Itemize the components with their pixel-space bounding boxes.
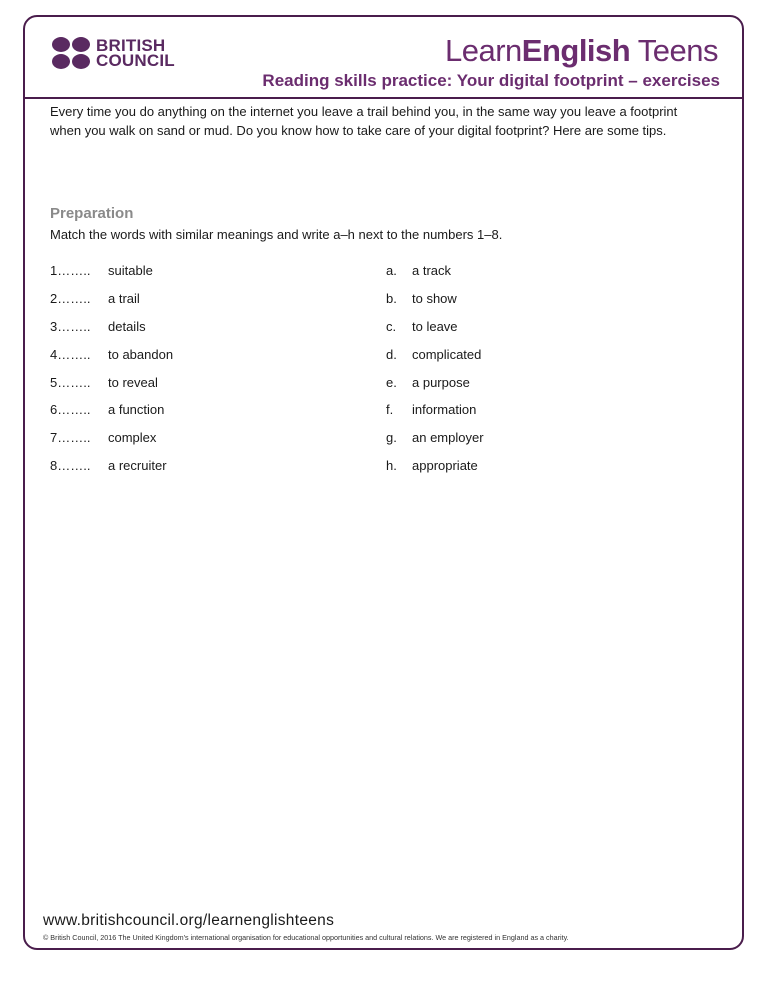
word: a purpose bbox=[412, 374, 470, 390]
list-item bbox=[386, 291, 484, 319]
list-item bbox=[50, 458, 173, 486]
word: to abandon bbox=[108, 346, 174, 362]
list-item bbox=[50, 430, 173, 458]
answer-blank[interactable]: 1…….. bbox=[50, 263, 91, 278]
lettered-words-list bbox=[386, 263, 484, 486]
option-letter: b. bbox=[386, 290, 397, 306]
list-item bbox=[50, 402, 173, 430]
word: a trail bbox=[108, 290, 140, 306]
footer-url-link[interactable]: www.britishcouncil.org/learnenglishteens bbox=[43, 912, 335, 929]
list-item bbox=[50, 263, 173, 291]
section-heading: Preparation bbox=[50, 205, 134, 222]
word: complicated bbox=[412, 346, 482, 362]
list-item bbox=[386, 347, 484, 375]
answer-blank[interactable]: 2…….. bbox=[50, 290, 91, 306]
word: details bbox=[108, 318, 146, 334]
list-item bbox=[50, 291, 173, 319]
option-letter: f. bbox=[386, 402, 394, 418]
word: appropriate bbox=[412, 458, 478, 474]
option-letter: a. bbox=[386, 263, 397, 278]
word: to show bbox=[412, 290, 457, 306]
list-item bbox=[50, 319, 173, 347]
option-letter: e. bbox=[386, 374, 397, 390]
answer-blank[interactable]: 3…….. bbox=[50, 318, 91, 334]
list-item bbox=[386, 402, 484, 430]
list-item bbox=[386, 375, 484, 403]
list-item bbox=[386, 319, 484, 347]
page-title: Reading skills practice: Your digital footprint – exercises bbox=[262, 71, 720, 90]
option-letter: c. bbox=[386, 318, 397, 334]
learnenglish-teens-logo: LearnEnglish Teens bbox=[444, 33, 718, 68]
logo-line-1: BRITISH bbox=[96, 36, 166, 55]
list-item bbox=[386, 458, 484, 486]
word: complex bbox=[108, 430, 157, 446]
british-council-logo bbox=[52, 37, 175, 69]
logo-dots-icon bbox=[52, 37, 90, 69]
word: information bbox=[412, 402, 477, 418]
option-letter: h. bbox=[386, 458, 397, 474]
list-item bbox=[386, 430, 484, 458]
word: to reveal bbox=[108, 374, 158, 390]
list-item bbox=[386, 263, 484, 291]
word: a recruiter bbox=[108, 458, 167, 474]
numbered-words-list bbox=[50, 263, 173, 486]
footer-copyright: © British Council, 2016 The United Kingdom's international organisation for educational opportunities and cultural relations. We are registered in England as a charity. bbox=[43, 933, 569, 942]
page-frame bbox=[23, 15, 744, 950]
logo-line-2: COUNCIL bbox=[96, 51, 175, 70]
answer-blank[interactable]: 7…….. bbox=[50, 430, 91, 446]
answer-blank[interactable]: 5…….. bbox=[50, 374, 91, 390]
word: a function bbox=[108, 402, 165, 418]
word: a track bbox=[412, 263, 452, 278]
word: to leave bbox=[412, 318, 458, 334]
intro-paragraph: Every time you do anything on the internet you leave a trail behind you, in the same way you leave a footprint when you walk on sand or mud. Do you know how to take care of your digital footprint? Here are some tips. bbox=[50, 104, 678, 138]
word: an employer bbox=[412, 430, 484, 446]
answer-blank[interactable]: 6…….. bbox=[50, 402, 91, 418]
answer-blank[interactable]: 4…….. bbox=[50, 346, 91, 362]
word: suitable bbox=[108, 263, 153, 278]
option-letter: d. bbox=[386, 346, 397, 362]
list-item bbox=[50, 347, 173, 375]
header bbox=[25, 17, 742, 99]
instruction-text: Match the words with similar meanings and write a–h next to the numbers 1–8. bbox=[50, 227, 503, 242]
list-item bbox=[50, 375, 173, 403]
option-letter: g. bbox=[386, 430, 397, 446]
answer-blank[interactable]: 8…….. bbox=[50, 458, 91, 474]
